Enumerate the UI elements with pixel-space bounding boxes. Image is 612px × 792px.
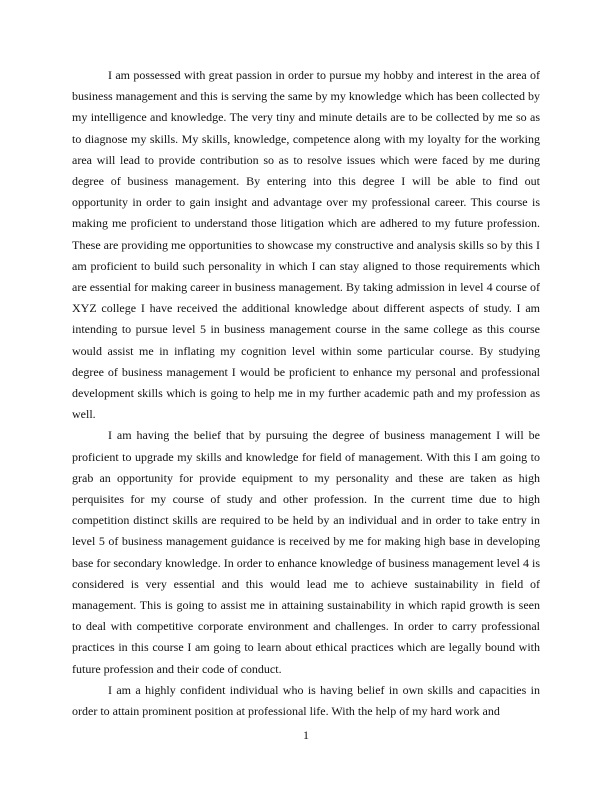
paragraph-1: I am possessed with great passion in order to pursue my hobby and interest in the area of business management and this is serving the same by my knowledge which has been collected by my intelligence and knowledge. The very tiny and minute details are to be collected by me so as to diagnose my skills. My skills, knowledge, competence along with my loyalty for the working area will lead to provide contribution so as to resolve issues which were faced by me during degree of business management. By entering into this degree I will be able to find out opportunity in order to gain insight and advantage over my professional career. This course is making me proficient to understand those litigation which are adhered to my future profession. These are providing me opportunities to showcase my constructive and analysis skills so by this I am proficient to build such personality in which I can stay aligned to those requirements which are essential for making career in business management. By taking admission in level 4 course of XYZ college I have received the additional knowledge about different aspects of study. I am intending to pursue level 5 in business management course in the same college as this course would assist me in inflating my cognition level within some particular course. By studying degree of business management I would be proficient to enhance my personal and professional development skills which is going to help me in my further academic path and my profession as well. — [72, 68, 540, 422]
body-text — [72, 65, 540, 722]
page-number: 1 — [303, 728, 309, 742]
paragraph-2: I am having the belief that by pursuing the degree of business management I will be proficient to upgrade my skills and knowledge for field of management. With this I am going to grab an opportunity for provide equipment to my personality and these are taken as high perquisites for my course of study and other profession. In the current time due to high competition distinct skills are required to be held by an individual and in order to take entry in level 5 of business management guidance is received by me for making high base in developing base for secondary knowledge. In order to enhance knowledge of business management level 4 is considered is very essential and this would lead me to achieve sustainability in field of management. This is going to assist me in attaining sustainability in which rapid growth is seen to deal with competitive corporate environment and challenges. In order to carry professional practices in this course I am going to learn about ethical practices which are legally bound with future profession and their code of conduct. — [72, 428, 540, 676]
paragraph-3: I am a highly confident individual who is having belief in own skills and capacities in order to attain prominent position at professional life. With the help of my hard work and — [72, 682, 540, 719]
